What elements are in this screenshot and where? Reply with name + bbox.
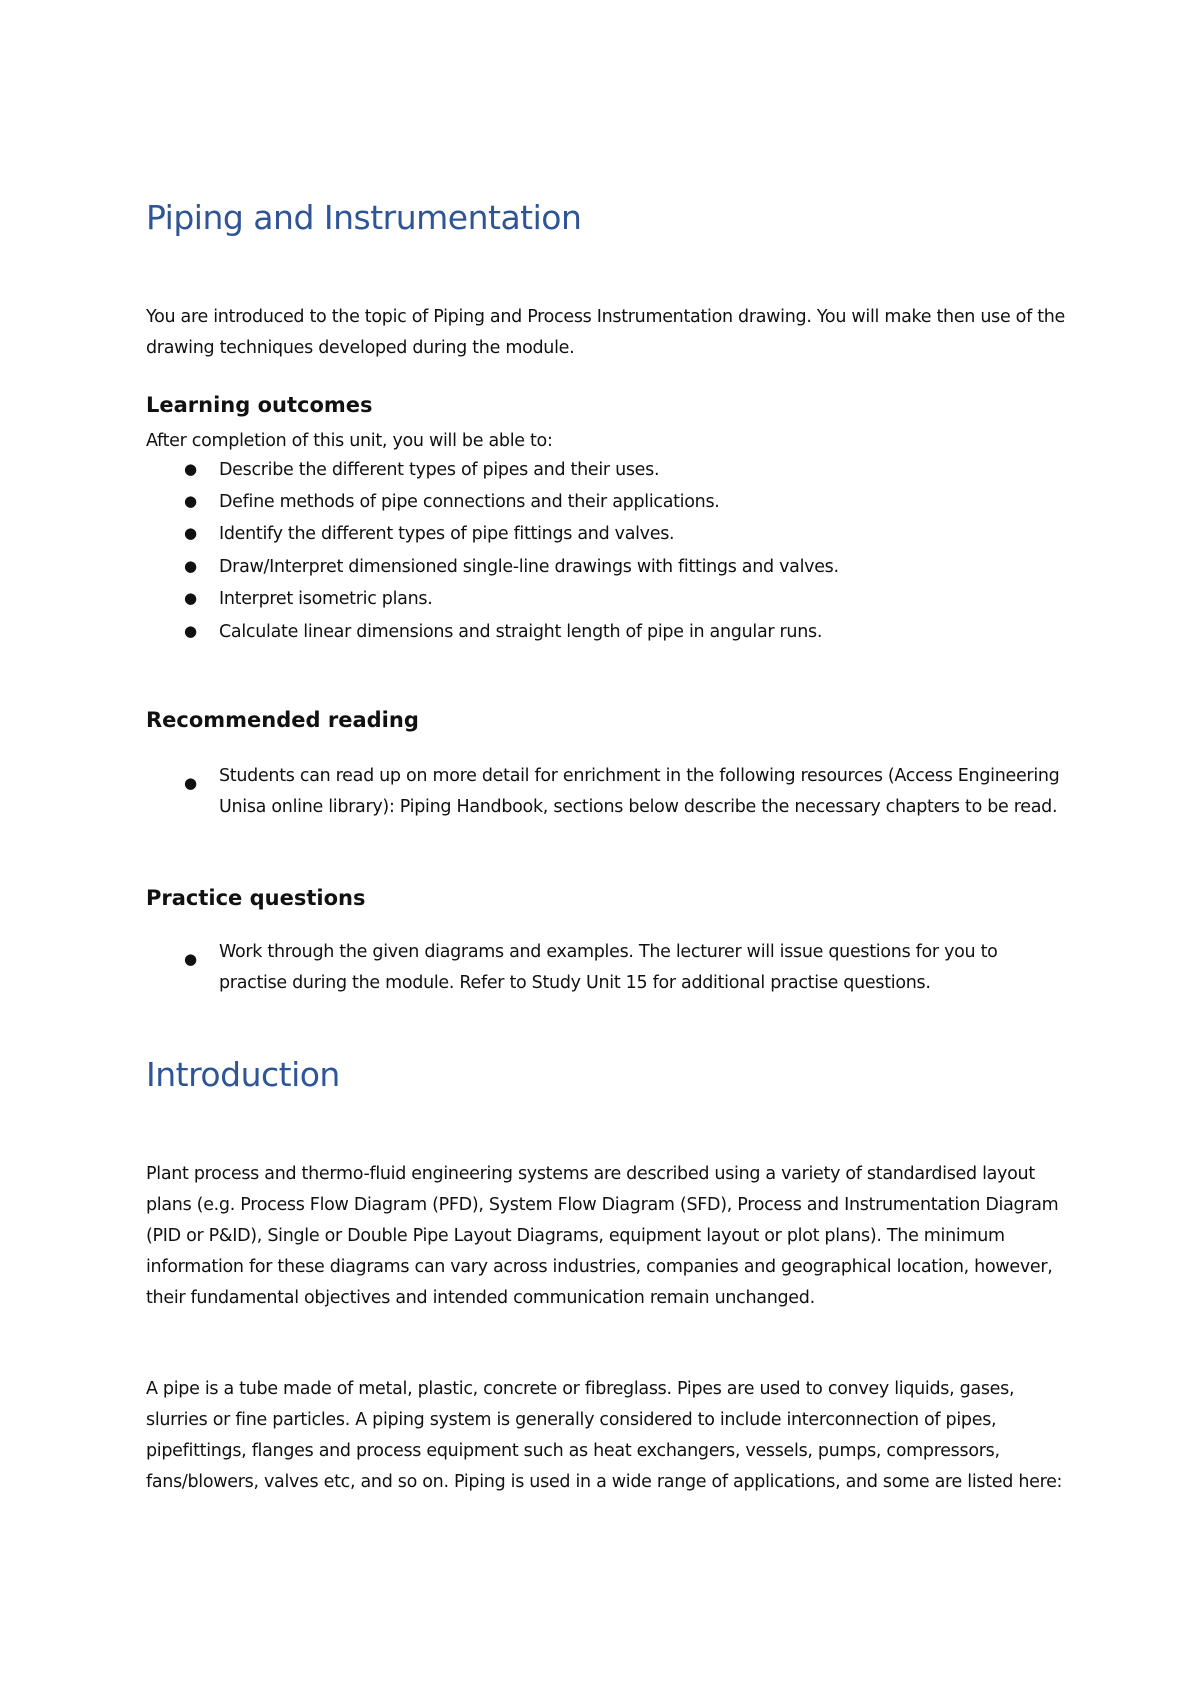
learning-outcomes-list [146,460,1066,654]
list-item: ● Describe the different types of pipes and their uses. [184,460,660,480]
bullet-icon: ● [184,557,197,575]
recommended-reading-heading: Recommended reading [146,708,419,732]
list-item: ● Draw/Interpret dimensioned single-line drawings with fittings and valves. [184,557,839,577]
learning-outcomes-heading: Learning outcomes [146,393,373,417]
introduction-paragraph: Plant process and thermo-fluid engineering systems are described using a variety of standardised layout plans (e.g. Process Flow Diagram (PFD), System Flow Diagram (SFD), Process and Instrumentation Diagram (PID or P&ID), Single or Double Pipe Layout Diagrams, equipment layout or plot plans). The minimum information for these diagrams can vary across industries, companies and geographical location, however, their fundamental objectives and intended communication remain unchanged. [146,1164,1059,1308]
bullet-icon: ● [184,460,197,478]
list-item: ● Students can read up on more detail for enrichment in the following resources (Access Engineering Unisa online library): Piping Handbook, sections below describe the necessary chapters to be read. [184,766,1060,817]
bullet-icon: ● [184,492,197,510]
learning-outcomes-lead: After completion of this unit, you will be able to: [146,431,553,451]
list-item: ● Interpret isometric plans. [184,589,433,609]
list-item: ● Identify the different types of pipe fittings and valves. [184,524,675,544]
bullet-icon: ● [184,589,197,607]
section-title: Piping and Instrumentation [146,198,582,237]
practice-questions-heading: Practice questions [146,886,366,910]
list-item: ● Define methods of pipe connections and their applications. [184,492,720,512]
bullet-icon: ● [184,774,197,792]
list-item: ● Work through the given diagrams and examples. The lecturer will issue questions for you to practise during the module. Refer to Study Unit 15 for additional practise questions. [184,942,998,993]
recommended-reading-list [146,768,1066,823]
bullet-icon: ● [184,622,197,640]
list-item: ● Calculate linear dimensions and straight length of pipe in angular runs. [184,622,823,642]
introduction-paragraph: A pipe is a tube made of metal, plastic, concrete or fibreglass. Pipes are used to convey liquids, gases, slurries or fine particles. A piping system is generally considered to include interconnection of pipes, pipefittings, flanges and process equipment such as heat exchangers, vessels, pumps, compressors, fans/blowers, valves etc, and so on. Piping is used in a wide range of applications, and some are listed here: [146,1379,1063,1492]
intro-paragraph: You are introduced to the topic of Piping and Process Instrumentation drawing. You will make then use of the drawing techniques developed during the module. [146,307,1066,358]
bullet-icon: ● [184,950,197,968]
practice-questions-list [146,944,1066,999]
introduction-title: Introduction [146,1055,340,1094]
bullet-icon: ● [184,524,197,542]
